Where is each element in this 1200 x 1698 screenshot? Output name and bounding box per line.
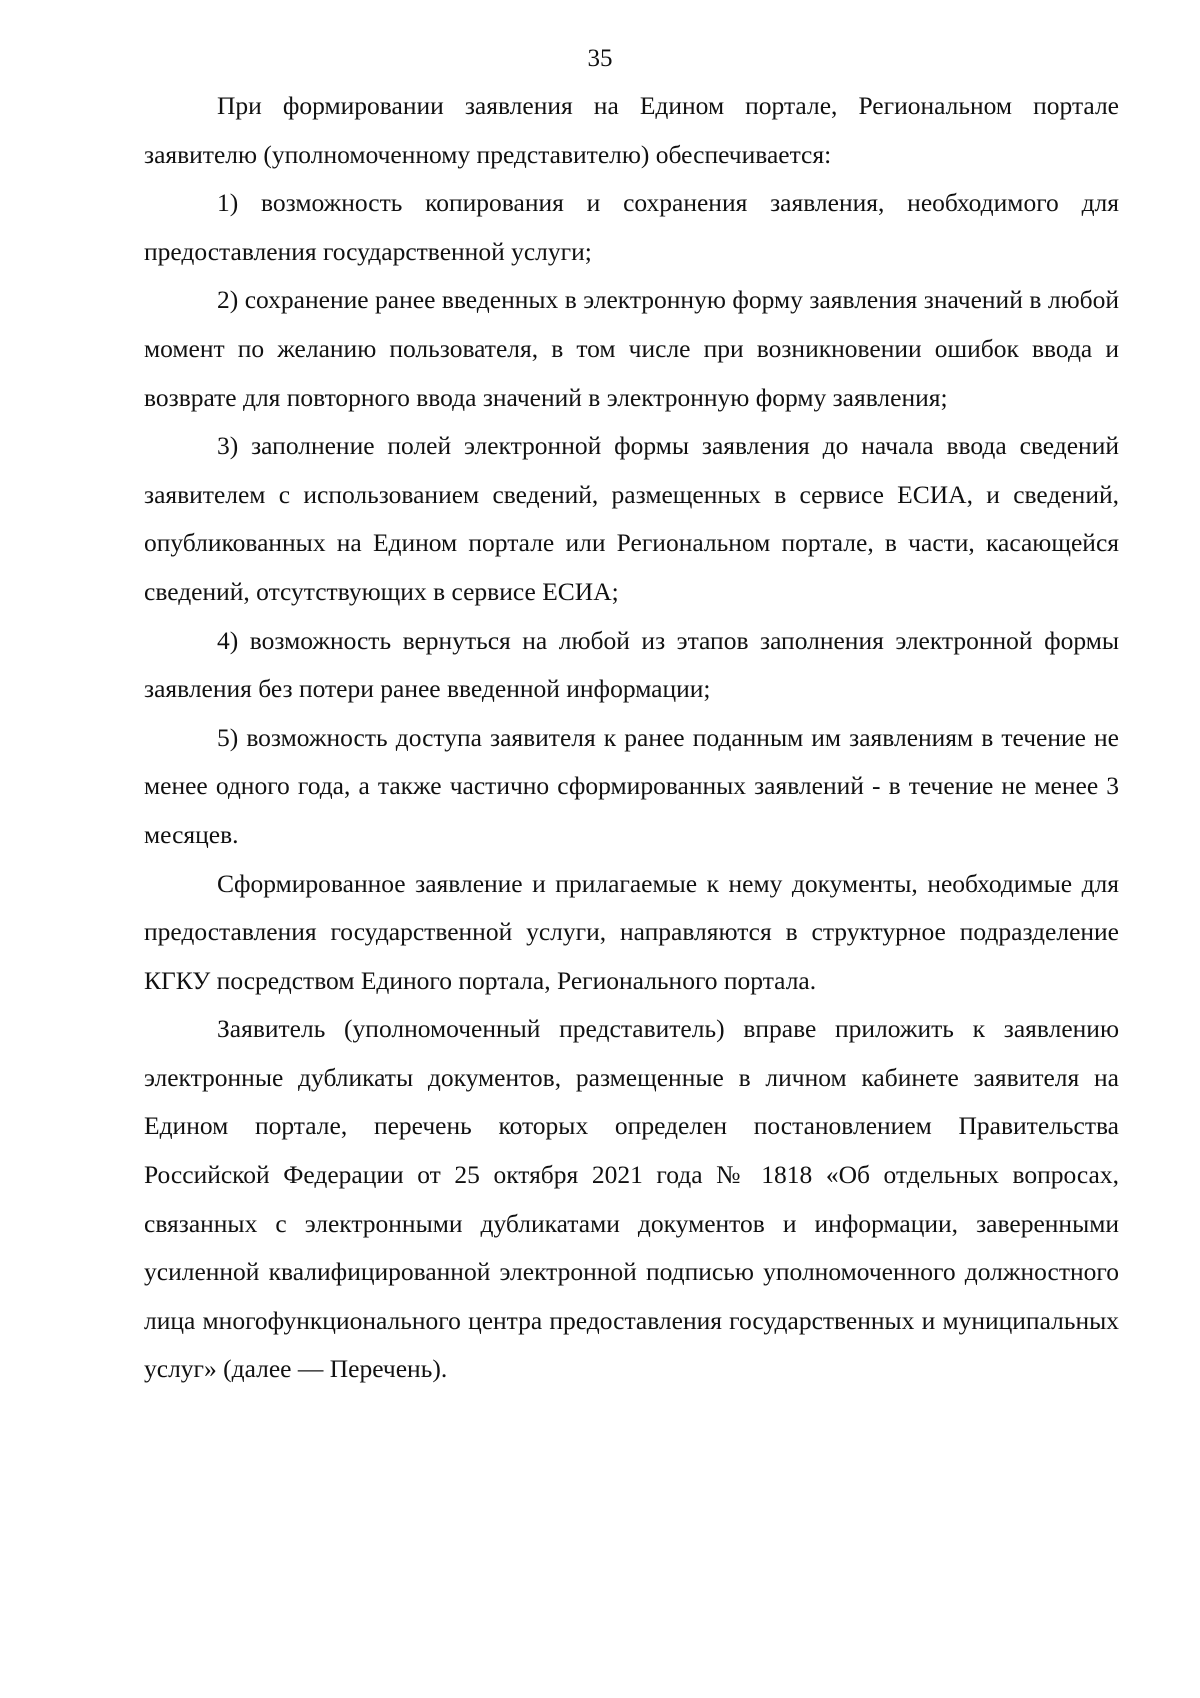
paragraph-duplicates: Заявитель (уполномоченный представитель) вправе приложить к заявлению электронные дубликаты документов, размещенные в личном кабинете заявителя на Едином портале, перечень которых определен постановлением Правительства Российской Федерации от 25 октября 2021 года № 1818 «Об отдельных вопросах, связанных с электронными дубликатами документов и информации, заверенными усиленной квалифицированной электронной подписью уполномоченного должностного лица многофункционального центра предоставления государственных и муниципальных услуг» (далее — Перечень). [144, 1014, 1119, 1384]
list-item-3: 3) заполнение полей электронной формы заявления до начала ввода сведений заявителем с использованием сведений, размещенных в сервисе ЕСИА, и сведений, опубликованных на Едином портале или Региональном портале, в части, касающейся сведений, отсутствующих в сервисе ЕСИА; [144, 431, 1119, 606]
paragraph-intro: При формировании заявления на Едином портале, Региональном портале заявителю (уполномоченному представителю) обеспечивается: [144, 91, 1119, 169]
document-body [144, 82, 1119, 1394]
list-item-2: 2) сохранение ранее введенных в электронную форму заявления значений в любой момент по желанию пользователя, в том числе при возникновении ошибок ввода и возврате для повторного ввода значений в электронную форму заявления; [144, 285, 1119, 412]
paragraph-submission: Сформированное заявление и прилагаемые к нему документы, необходимые для предоставления государственной услуги, направляются в структурное подразделение КГКУ посредством Единого портала, Регионального портала. [144, 868, 1119, 995]
list-item-5: 5) возможность доступа заявителя к ранее поданным им заявлениям в течение не менее одного года, а также частично сформированных заявлений - в течение не менее 3 месяцев. [144, 722, 1119, 849]
list-item-4: 4) возможность вернуться на любой из этапов заполнения электронной формы заявления без потери ранее введенной информации; [144, 625, 1119, 704]
page-number: 35 [587, 45, 613, 72]
list-item-1: 1) возможность копирования и сохранения заявления, необходимого для предоставления государственной услуги; [144, 188, 1119, 266]
